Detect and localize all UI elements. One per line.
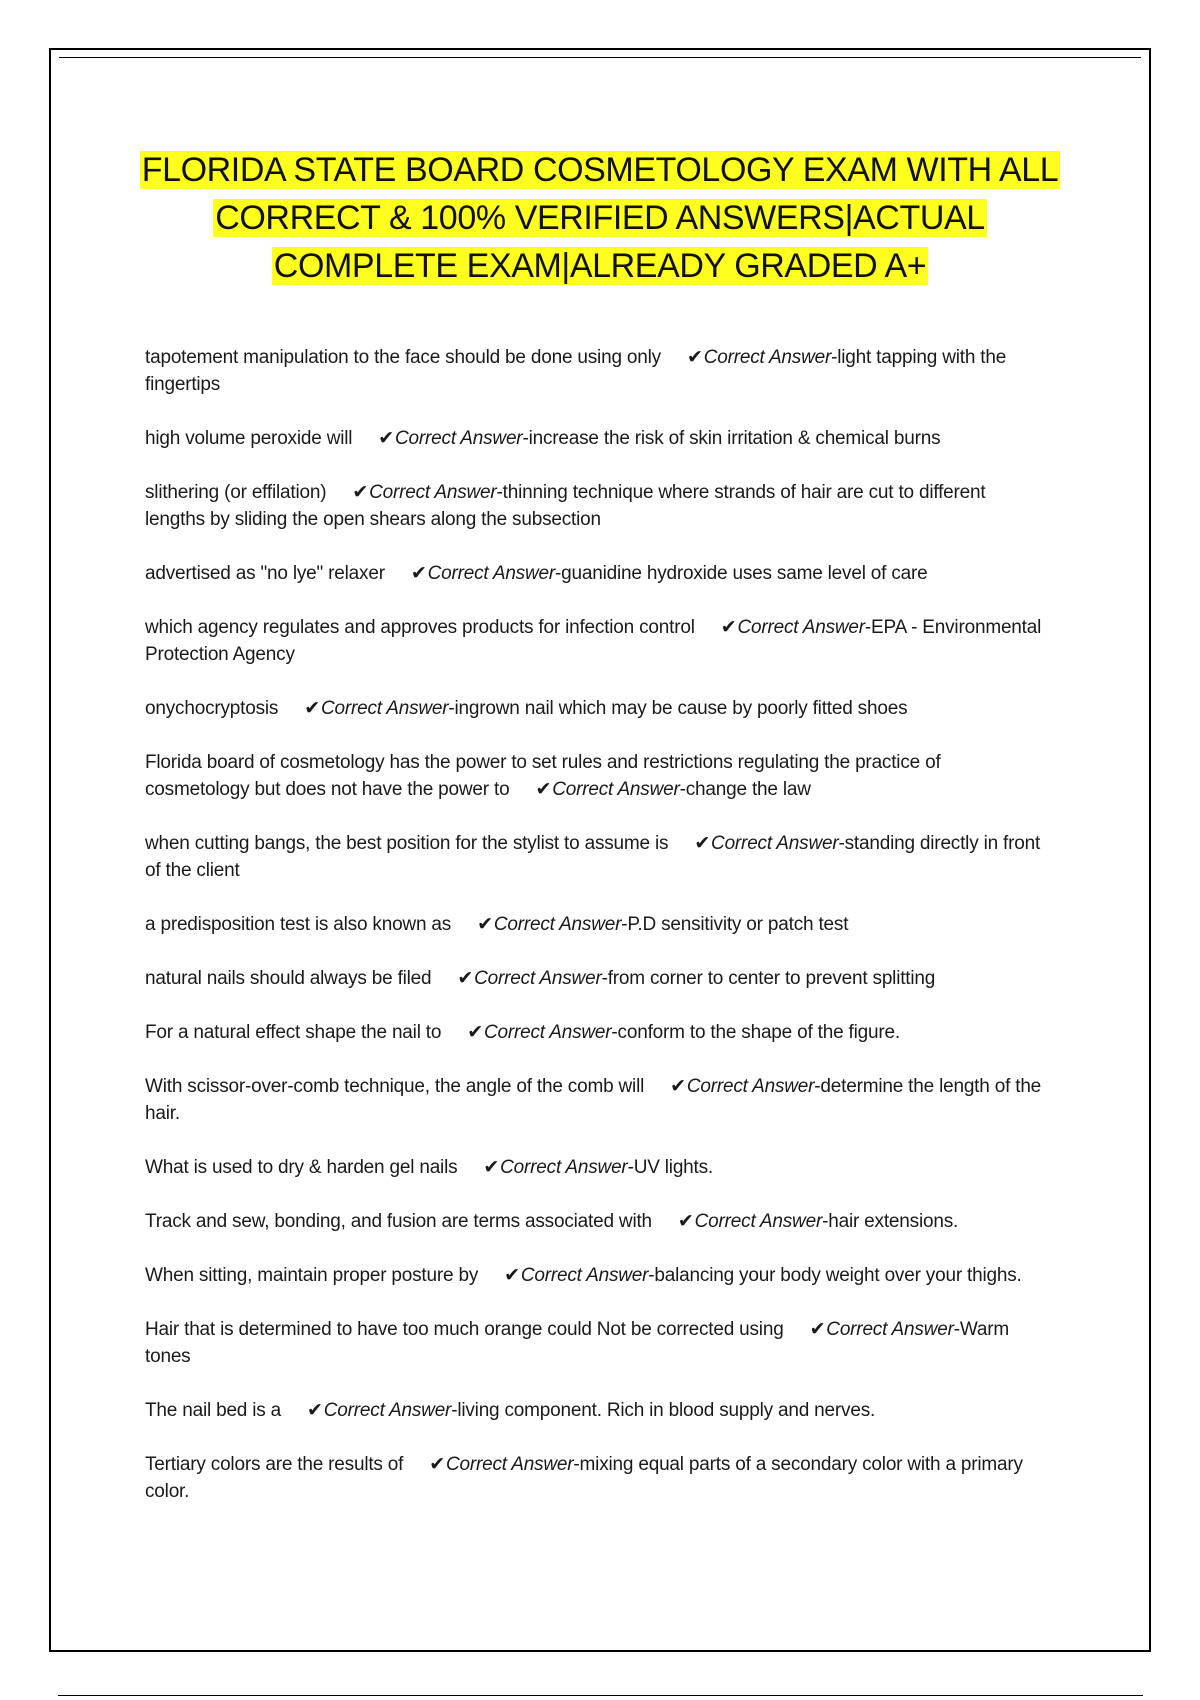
answer-text: determine the length of the hair. [145,1076,1042,1124]
qa-item [145,425,1045,452]
correct-answer-label: Correct Answer [826,1319,954,1340]
question-text: For a natural effect shape the nail to [145,1022,442,1043]
correct-answer-label: Correct Answer [703,347,832,368]
checkmark-icon: ✔ [504,1265,520,1286]
answer-text: change the law [685,779,811,800]
qa-item [145,344,1045,398]
answer-separator: - [648,1265,655,1286]
correct-answer-label: Correct Answer [500,1157,628,1178]
checkmark-icon: ✔ [809,1319,826,1340]
answer-separator: - [838,833,845,854]
correct-answer-label: Correct Answer [711,833,839,854]
correct-answer-label: Correct Answer [483,1022,612,1043]
checkmark-icon: ✔ [467,1022,483,1043]
checkmark-icon: ✔ [686,347,703,368]
correct-answer-label: Correct Answer [493,914,622,935]
question-text: advertised as "no lye" relaxer [145,563,385,584]
answer-text: UV lights. [633,1157,714,1178]
answer-separator: - [822,1211,829,1232]
checkmark-icon: ✔ [429,1454,445,1475]
question-text: slithering (or effilation) [145,482,327,503]
answer-text: living component. Rich in blood supply and nerves. [457,1400,876,1421]
correct-answer-label: Correct Answer [694,1211,823,1232]
correct-answer-label: Correct Answer [737,617,865,638]
answer-text: guanidine hydroxide uses same level of care [561,563,928,584]
answer-text: P.D sensitivity or patch test [627,914,849,935]
qa-item [145,1451,1045,1505]
checkmark-icon: ✔ [677,1211,694,1232]
qa-item [145,1316,1045,1370]
correct-answer-label: Correct Answer [686,1076,815,1097]
answer-separator: - [831,347,838,368]
answer-separator: - [555,563,562,584]
answer-text: ingrown nail which may be cause by poorly fitted shoes [454,698,908,719]
question-text: With scissor-over-comb technique, the angle of the comb will [145,1076,645,1097]
question-text: a predisposition test is also known as [145,914,452,935]
qa-item [145,1262,1045,1289]
checkmark-icon: ✔ [410,563,427,584]
question-text: onychocryptosis [145,698,279,719]
answer-separator: - [522,428,529,449]
answer-separator: - [953,1319,960,1340]
answer-text: balancing your body weight over your thighs. [654,1265,1022,1286]
checkmark-icon: ✔ [483,1157,500,1178]
correct-answer-label: Correct Answer [427,563,555,584]
qa-item [145,749,1045,803]
answer-text: standing directly in front of the client [145,833,1041,881]
checkmark-icon: ✔ [307,1400,323,1421]
checkmark-icon: ✔ [535,779,552,800]
question-text: Florida board of cosmetology has the power to set rules and restrictions regulating the practice of cosmetology but does not have the power to [145,752,941,800]
answer-text: light tapping with the fingertips [145,347,1007,395]
answer-separator: - [621,914,628,935]
answer-separator: - [451,1400,458,1421]
correct-answer-label: Correct Answer [474,968,602,989]
answer-text: mixing equal parts of a secondary color with a primary color. [145,1454,1023,1502]
correct-answer-label: Correct Answer [395,428,523,449]
qa-item [145,1208,1045,1235]
question-text: What is used to dry & harden gel nails [145,1157,458,1178]
checkmark-icon: ✔ [457,968,474,989]
question-text: Track and sew, bonding, and fusion are terms associated with [145,1211,652,1232]
answer-separator: - [611,1022,618,1043]
correct-answer-label: Correct Answer [369,482,497,503]
question-text: natural nails should always be filed [145,968,432,989]
question-text: When sitting, maintain proper posture by [145,1265,479,1286]
checkmark-icon: ✔ [477,914,493,935]
qa-item [145,1397,1045,1424]
answer-separator: - [601,968,608,989]
question-text: tapotement manipulation to the face should be done using only [145,347,661,368]
checkmark-icon: ✔ [352,482,369,503]
document-title [120,146,1080,290]
question-text: The nail bed is a [145,1400,282,1421]
checkmark-icon: ✔ [694,833,711,854]
answer-text: hair extensions. [828,1211,959,1232]
qa-item [145,614,1045,668]
checkmark-icon: ✔ [720,617,737,638]
question-text: high volume peroxide will [145,428,353,449]
checkmark-icon: ✔ [304,698,320,719]
correct-answer-label: Correct Answer [552,779,680,800]
answer-separator: - [573,1454,580,1475]
top-rule [59,57,1141,58]
correct-answer-label: Correct Answer [320,698,449,719]
question-text: Hair that is determined to have too much orange could Not be corrected using [145,1319,784,1340]
qa-item [145,911,1045,938]
answer-text: EPA - Environmental Protection Agency [145,617,1042,665]
answer-text: conform to the shape of the figure. [617,1022,900,1043]
answer-text: increase the risk of skin irritation & chemical burns [528,428,941,449]
answer-text: thinning technique where strands of hair are cut to different lengths by sliding the open shears along the subsection [145,482,986,530]
title-highlight: FLORIDA STATE BOARD COSMETOLOGY EXAM WITH ALL CORRECT & 100% VERIFIED ANSWERS|ACTUAL COMPLETE EXAM|ALREADY GRADED A+ [141,151,1059,285]
question-text: Tertiary colors are the results of [145,1454,404,1475]
qa-item [145,965,1045,992]
answer-separator: - [679,779,686,800]
qa-item [145,830,1045,884]
qa-item [145,695,1045,722]
qa-item [145,479,1045,533]
checkmark-icon: ✔ [378,428,395,449]
correct-answer-label: Correct Answer [445,1454,574,1475]
qa-item [145,1073,1045,1127]
answer-text: Warm tones [145,1319,1010,1367]
qa-item [145,1154,1045,1181]
checkmark-icon: ✔ [670,1076,686,1097]
qa-list [145,344,1045,1532]
answer-separator: - [496,482,503,503]
question-text: when cutting bangs, the best position for the stylist to assume is [145,833,669,854]
answer-separator: - [448,698,455,719]
qa-item [145,1019,1045,1046]
question-text: which agency regulates and approves products for infection control [145,617,695,638]
correct-answer-label: Correct Answer [323,1400,452,1421]
bottom-rule [58,1695,1143,1696]
answer-separator: - [627,1157,634,1178]
answer-separator: - [814,1076,821,1097]
correct-answer-label: Correct Answer [520,1265,649,1286]
answer-separator: - [864,617,872,638]
answer-text: from corner to center to prevent splitting [607,968,936,989]
qa-item [145,560,1045,587]
